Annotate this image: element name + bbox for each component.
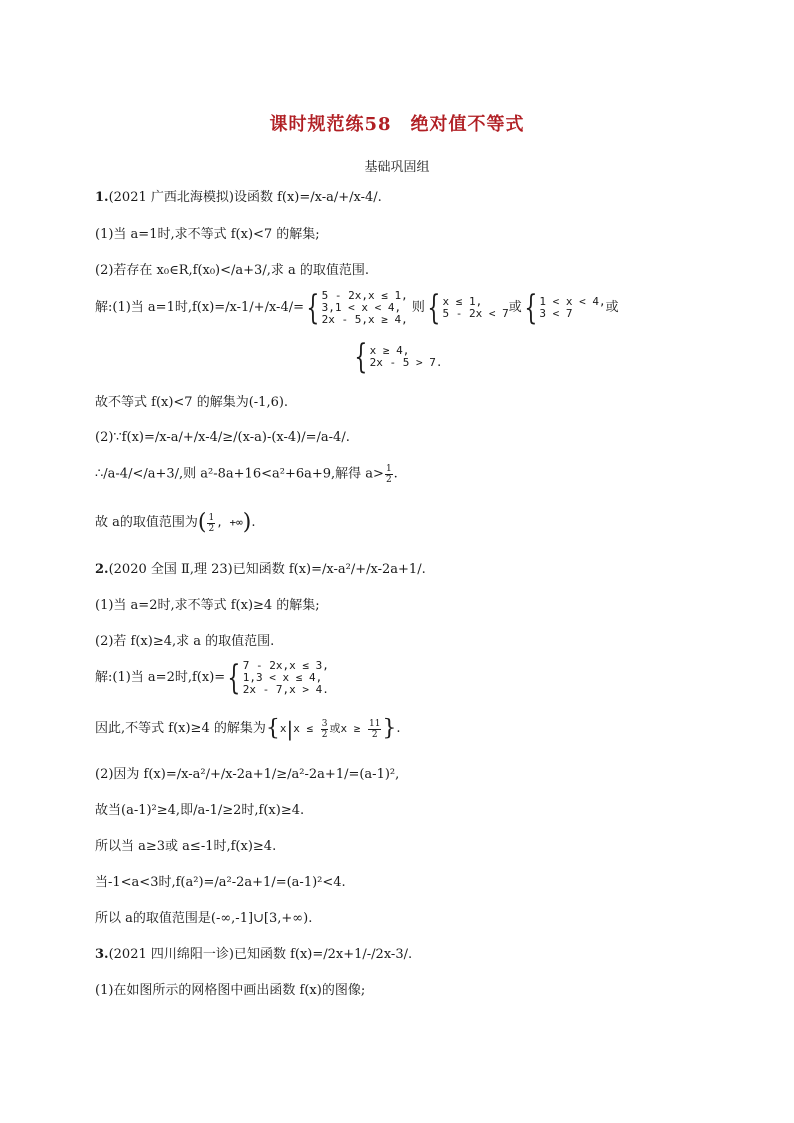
inequality-system-3 (370, 345, 443, 369)
fraction (321, 719, 329, 740)
section-subtitle: 基础巩固组 (364, 160, 430, 175)
denominator: 2 (321, 729, 328, 740)
range-text: 故 a的取值范围为 (95, 515, 198, 530)
case-row: 2x - 7,x > 4. (242, 683, 329, 696)
derivation-text: ∴/a-4/</a+3/,则 a²-8a+16<a²+6a+9,解得 a> (95, 466, 384, 482)
right-paren: ) (242, 510, 252, 535)
system-row: 2x - 5 > 7. (369, 356, 443, 369)
left-brace: { (427, 288, 441, 328)
left-brace: { (524, 288, 538, 328)
problem-1-range (95, 512, 255, 534)
then-text: 则 (411, 300, 425, 315)
problem-2-part2-line3: 所以当 a≥3或 a≤-1时,f(x)≥4. (95, 839, 277, 854)
problem-number: 1. (95, 190, 109, 205)
system-row: 5 - 2x < 7 (442, 307, 509, 320)
problem-2-solution-line (95, 660, 329, 696)
interval-end: , +∞ (216, 516, 243, 529)
page-title: 课时规范练58 绝对值不等式 (269, 114, 525, 135)
inequality-system-1 (443, 296, 509, 320)
numerator: 1 (208, 512, 215, 523)
or-text: 或 (508, 300, 522, 315)
system-row: 1 < x < 4, (539, 295, 606, 308)
numerator: 3 (321, 718, 328, 729)
left-brace: { (265, 716, 280, 741)
case-row: 2x - 5,x ≥ 4, (321, 313, 408, 326)
problem-1-part2-line1: (2)∵f(x)=/x-a/+/x-4/≥/(x-a)-(x-4)/=/a-4/. (95, 430, 350, 445)
system-row: x ≤ 1, (442, 295, 483, 308)
set-text: 因此,不等式 f(x)≥4 的解集为 (95, 721, 266, 736)
problem-1-system-3 (352, 337, 443, 377)
set-condition: x ≤ (293, 722, 320, 735)
problem-3-q1: (1)在如图所示的网格图中画出函数 f(x)的图像; (95, 983, 366, 998)
problem-2-part2-line4: 当-1<a<3时,f(a²)=/a²-2a+1/=(a-1)²<4. (95, 875, 346, 890)
period: . (396, 721, 401, 736)
problem-number: 2. (95, 562, 109, 577)
set-divider: | (286, 717, 294, 741)
system-row: x ≥ 4, (369, 344, 410, 357)
set-condition: 或x ≥ (329, 722, 367, 735)
problem-1-q2: (2)若存在 x₀∈R,f(x₀)</a+3/,求 a 的取值范围. (95, 263, 369, 278)
right-brace: } (382, 716, 397, 741)
problem-1-q1: (1)当 a=1时,求不等式 f(x)<7 的解集; (95, 227, 320, 242)
left-brace: { (227, 658, 241, 698)
problem-2-q1: (1)当 a=2时,求不等式 f(x)≥4 的解集; (95, 598, 320, 613)
case-row: 3,1 < x < 4, (321, 301, 402, 314)
problem-1-solution-line (95, 290, 619, 326)
fraction (368, 719, 381, 740)
problem-2-solution-set (95, 718, 401, 740)
problem-number: 3. (95, 947, 109, 962)
problem-1-part2-line2 (95, 464, 398, 485)
fraction (207, 513, 215, 534)
solution-prefix: 解:(1)当 a=2时,f(x)= (95, 670, 226, 685)
problem-1-statement (95, 189, 382, 207)
inequality-system-2 (539, 296, 605, 320)
set-variable: x (279, 722, 287, 735)
piecewise-cases (322, 290, 408, 326)
left-brace: { (306, 288, 320, 328)
case-row: 1,3 < x ≤ 4, (242, 671, 323, 684)
case-row: 7 - 2x,x ≤ 3, (242, 659, 329, 672)
fraction (385, 464, 393, 485)
problem-3-statement (95, 946, 412, 964)
problem-2-part2-line1: (2)因为 f(x)=/x-a²/+/x-2a+1/≥/a²-2a+1/=(a-1)², (95, 767, 400, 782)
problem-1-result: 故不等式 f(x)<7 的解集为(-1,6). (95, 395, 289, 410)
denominator: 2 (371, 729, 378, 740)
left-paren: ( (197, 510, 207, 535)
problem-2-part2-line5: 所以 a的取值范围是(-∞,-1]∪[3,+∞). (95, 911, 313, 926)
numerator: 1 (385, 464, 392, 474)
problem-text: (2020 全国 Ⅱ,理 23)已知函数 f(x)=/x-a²/+/x-2a+1/. (108, 562, 426, 577)
left-brace: { (354, 337, 368, 377)
period: . (251, 515, 256, 530)
problem-text: (2021 四川绵阳一诊)已知函数 f(x)=/2x+1/-/2x-3/. (108, 947, 413, 962)
denominator: 2 (208, 523, 215, 534)
solution-prefix: 解:(1)当 a=1时,f(x)=/x-1/+/x-4/= (95, 300, 304, 315)
denominator: 2 (385, 475, 392, 485)
or-text: 或 (605, 300, 619, 315)
problem-2-q2: (2)若 f(x)≥4,求 a 的取值范围. (95, 634, 275, 649)
system-row: 3 < 7 (539, 307, 573, 320)
piecewise-cases (243, 660, 329, 696)
period: . (393, 466, 398, 482)
case-row: 5 - 2x,x ≤ 1, (321, 289, 408, 302)
problem-text: (2021 广西北海模拟)设函数 f(x)=/x-a/+/x-4/. (108, 190, 382, 205)
problem-2-part2-line2: 故当(a-1)²≥4,即/a-1/≥2时,f(x)≥4. (95, 803, 305, 818)
problem-2-statement (95, 561, 426, 579)
numerator: 11 (368, 718, 381, 729)
